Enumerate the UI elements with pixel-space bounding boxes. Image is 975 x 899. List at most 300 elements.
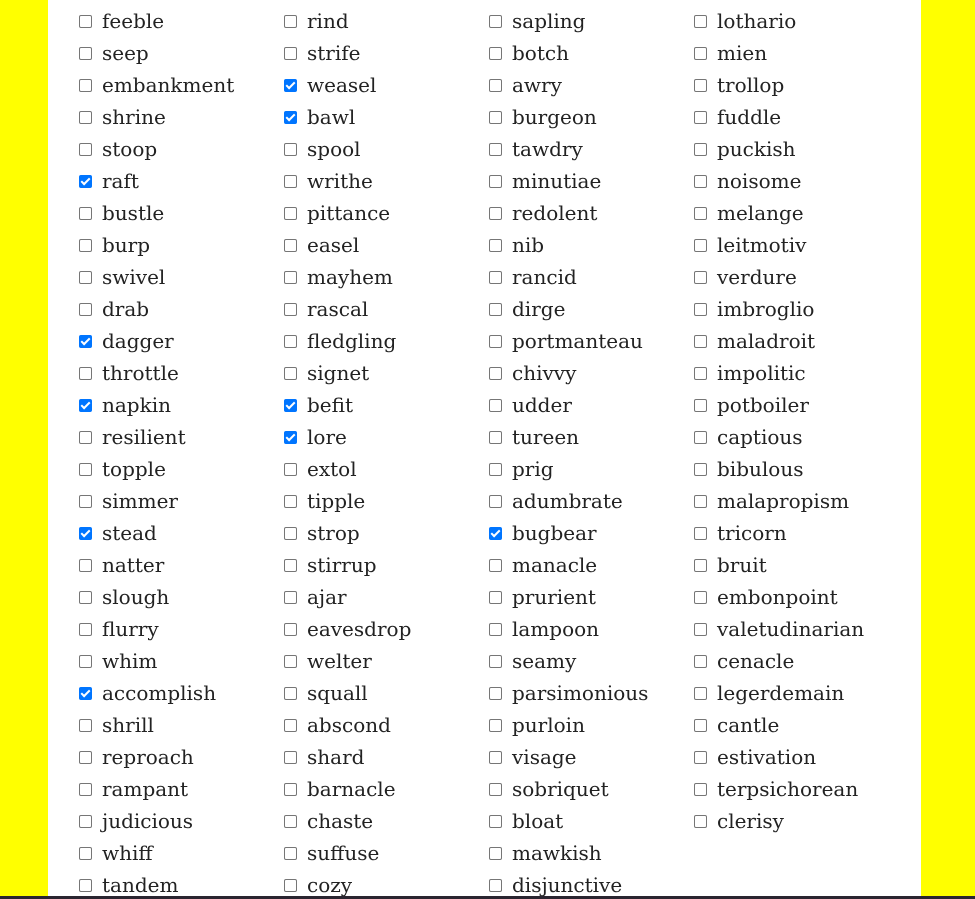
checkbox-item-bloat[interactable] [489, 805, 648, 837]
checkbox-label: rascal [307, 297, 369, 321]
checkbox-unchecked[interactable] [79, 431, 92, 444]
checkbox-checked[interactable] [284, 431, 297, 444]
checkbox-label: legerdemain [717, 681, 845, 705]
checkbox-label: maladroit [717, 329, 816, 353]
checkbox-item-trollop[interactable] [694, 69, 864, 101]
checkbox-unchecked[interactable] [694, 687, 707, 700]
checkbox-label: visage [512, 745, 577, 769]
checkbox-unchecked[interactable] [489, 751, 502, 764]
checkbox-label: squall [307, 681, 368, 705]
checkbox-item-rancid[interactable] [489, 261, 648, 293]
checkbox-unchecked[interactable] [284, 719, 297, 732]
checkbox-item-squall[interactable] [284, 677, 411, 709]
checkbox-unchecked[interactable] [79, 815, 92, 828]
checkbox-item-visage[interactable] [489, 741, 648, 773]
checkbox-unchecked[interactable] [694, 207, 707, 220]
checkbox-unchecked[interactable] [79, 79, 92, 92]
checkbox-item-accomplish[interactable] [79, 677, 234, 709]
checkbox-label: suffuse [307, 841, 380, 865]
checkbox-unchecked[interactable] [694, 431, 707, 444]
checkbox-item-simmer[interactable] [79, 485, 234, 517]
checkbox-unchecked[interactable] [489, 15, 502, 28]
checkbox-item-resilient[interactable] [79, 421, 234, 453]
checkbox-item-befit[interactable] [284, 389, 411, 421]
checkbox-label: drab [102, 297, 150, 321]
checkbox-label: disjunctive [512, 873, 623, 896]
checkbox-item-slough[interactable] [79, 581, 234, 613]
checkbox-unchecked[interactable] [284, 303, 297, 316]
checkbox-unchecked[interactable] [489, 623, 502, 636]
checkbox-label: sapling [512, 9, 586, 33]
checkbox-item-minutiae[interactable] [489, 165, 648, 197]
checkbox-unchecked[interactable] [489, 143, 502, 156]
checkbox-label: malapropism [717, 489, 850, 513]
checkbox-item-redolent[interactable] [489, 197, 648, 229]
checkbox-unchecked[interactable] [79, 303, 92, 316]
checkbox-unchecked[interactable] [694, 495, 707, 508]
checkbox-unchecked[interactable] [694, 47, 707, 60]
checkbox-checked[interactable] [79, 527, 92, 540]
checkbox-item-whim[interactable] [79, 645, 234, 677]
checkbox-label: befit [307, 393, 354, 417]
checkbox-item-strop[interactable] [284, 517, 411, 549]
checkbox-label: prig [512, 457, 554, 481]
checkbox-checked[interactable] [284, 399, 297, 412]
checkbox-item-signet[interactable] [284, 357, 411, 389]
checkbox-item-sapling[interactable] [489, 5, 648, 37]
checkbox-unchecked[interactable] [489, 463, 502, 476]
checkbox-item-mawkish[interactable] [489, 837, 648, 869]
checkbox-label: tandem [102, 873, 179, 896]
checkbox-label: rancid [512, 265, 577, 289]
checkbox-item-chivvy[interactable] [489, 357, 648, 389]
checkbox-unchecked[interactable] [284, 783, 297, 796]
checkbox-label: strop [307, 521, 360, 545]
checkbox-item-seamy[interactable] [489, 645, 648, 677]
checkbox-item-weasel[interactable] [284, 69, 411, 101]
checkbox-unchecked[interactable] [284, 815, 297, 828]
checkbox-unchecked[interactable] [284, 463, 297, 476]
checkbox-unchecked[interactable] [79, 207, 92, 220]
checkbox-unchecked[interactable] [79, 143, 92, 156]
checkbox-unchecked[interactable] [694, 623, 707, 636]
checkbox-unchecked[interactable] [489, 719, 502, 732]
checkbox-unchecked[interactable] [489, 687, 502, 700]
checkbox-checked[interactable] [284, 79, 297, 92]
checkbox-item-malapropism[interactable] [694, 485, 864, 517]
checkbox-label: chivvy [512, 361, 577, 385]
checkbox-checked[interactable] [284, 111, 297, 124]
checkbox-unchecked[interactable] [284, 239, 297, 252]
checkbox-item-impolitic[interactable] [694, 357, 864, 389]
checkbox-unchecked[interactable] [489, 655, 502, 668]
checkbox-unchecked[interactable] [489, 783, 502, 796]
checkbox-unchecked[interactable] [489, 47, 502, 60]
checkbox-unchecked[interactable] [694, 271, 707, 284]
checkbox-unchecked[interactable] [694, 815, 707, 828]
checkbox-item-valetudinarian[interactable] [694, 613, 864, 645]
checkbox-label: seamy [512, 649, 577, 673]
checkbox-item-embonpoint[interactable] [694, 581, 864, 613]
checkbox-unchecked[interactable] [284, 143, 297, 156]
checkbox-item-disjunctive[interactable] [489, 869, 648, 896]
checkbox-unchecked[interactable] [284, 847, 297, 860]
checkbox-item-parsimonious[interactable] [489, 677, 648, 709]
checkbox-label: potboiler [717, 393, 809, 417]
checkbox-label: shard [307, 745, 365, 769]
checkbox-unchecked[interactable] [79, 271, 92, 284]
checkbox-checked[interactable] [79, 399, 92, 412]
checkbox-label: adumbrate [512, 489, 623, 513]
checkbox-unchecked[interactable] [284, 367, 297, 380]
checkbox-label: clerisy [717, 809, 784, 833]
checkbox-label: bloat [512, 809, 564, 833]
checkbox-label: swivel [102, 265, 166, 289]
checkbox-unchecked[interactable] [694, 719, 707, 732]
checkbox-unchecked[interactable] [284, 687, 297, 700]
checkbox-unchecked[interactable] [284, 623, 297, 636]
checkbox-unchecked[interactable] [489, 847, 502, 860]
checkbox-item-lampoon[interactable] [489, 613, 648, 645]
checkbox-label: tureen [512, 425, 580, 449]
checkbox-label: embankment [102, 73, 235, 97]
checkbox-unchecked[interactable] [694, 527, 707, 540]
checkbox-unchecked[interactable] [284, 559, 297, 572]
checkbox-label: shrill [102, 713, 154, 737]
checkbox-item-chaste[interactable] [284, 805, 411, 837]
checkbox-unchecked[interactable] [79, 783, 92, 796]
checkbox-item-suffuse[interactable] [284, 837, 411, 869]
checkbox-item-lothario[interactable] [694, 5, 864, 37]
checkbox-unchecked[interactable] [694, 111, 707, 124]
checkbox-unchecked[interactable] [694, 751, 707, 764]
checkbox-unchecked[interactable] [489, 303, 502, 316]
checkbox-item-shrine[interactable] [79, 101, 234, 133]
checkbox-item-fledgling[interactable] [284, 325, 411, 357]
checkbox-label: stoop [102, 137, 158, 161]
checkbox-item-rind[interactable] [284, 5, 411, 37]
checkbox-unchecked[interactable] [694, 15, 707, 28]
checkbox-item-flurry[interactable] [79, 613, 234, 645]
checkbox-label: embonpoint [717, 585, 838, 609]
checkbox-label: purloin [512, 713, 585, 737]
checkbox-column-3 [489, 5, 648, 896]
checkbox-item-extol[interactable] [284, 453, 411, 485]
checkbox-unchecked[interactable] [79, 591, 92, 604]
checkbox-item-barnacle[interactable] [284, 773, 411, 805]
checkbox-label: pittance [307, 201, 391, 225]
checkbox-unchecked[interactable] [79, 239, 92, 252]
checkbox-unchecked[interactable] [694, 463, 707, 476]
checkbox-item-mien[interactable] [694, 37, 864, 69]
checkbox-unchecked[interactable] [284, 335, 297, 348]
checkbox-unchecked[interactable] [79, 847, 92, 860]
checkbox-unchecked[interactable] [489, 367, 502, 380]
checkbox-unchecked[interactable] [489, 879, 502, 892]
checkbox-unchecked[interactable] [694, 591, 707, 604]
checkbox-unchecked[interactable] [284, 591, 297, 604]
checkbox-label: whim [102, 649, 158, 673]
checkbox-item-tipple[interactable] [284, 485, 411, 517]
checkbox-unchecked[interactable] [489, 239, 502, 252]
checkbox-item-stead[interactable] [79, 517, 234, 549]
checkbox-label: feeble [102, 9, 165, 33]
checkbox-unchecked[interactable] [694, 175, 707, 188]
checkbox-label: awry [512, 73, 562, 97]
checkbox-label: slough [102, 585, 170, 609]
checkbox-label: whiff [102, 841, 153, 865]
checkbox-item-tureen[interactable] [489, 421, 648, 453]
checkbox-unchecked[interactable] [694, 143, 707, 156]
checkbox-item-cantle[interactable] [694, 709, 864, 741]
checkbox-item-terpsichorean[interactable] [694, 773, 864, 805]
checkbox-label: tricorn [717, 521, 787, 545]
checkbox-unchecked[interactable] [284, 271, 297, 284]
checkbox-unchecked[interactable] [79, 879, 92, 892]
checkbox-item-adumbrate[interactable] [489, 485, 648, 517]
checkbox-label: redolent [512, 201, 598, 225]
checkbox-item-maladroit[interactable] [694, 325, 864, 357]
checkbox-label: sobriquet [512, 777, 609, 801]
checkbox-unchecked[interactable] [79, 623, 92, 636]
checkbox-label: melange [717, 201, 804, 225]
checkbox-item-legerdemain[interactable] [694, 677, 864, 709]
checkbox-unchecked[interactable] [79, 463, 92, 476]
checkbox-item-throttle[interactable] [79, 357, 234, 389]
checkbox-unchecked[interactable] [694, 335, 707, 348]
checkbox-unchecked[interactable] [694, 399, 707, 412]
checkbox-label: extol [307, 457, 357, 481]
checkbox-item-pittance[interactable] [284, 197, 411, 229]
checkbox-label: lore [307, 425, 347, 449]
checkbox-item-judicious[interactable] [79, 805, 234, 837]
checkbox-label: topple [102, 457, 166, 481]
checkbox-item-mayhem[interactable] [284, 261, 411, 293]
checkbox-item-bruit[interactable] [694, 549, 864, 581]
checkbox-item-puckish[interactable] [694, 133, 864, 165]
checkbox-item-burgeon[interactable] [489, 101, 648, 133]
checkbox-item-bawl[interactable] [284, 101, 411, 133]
checkbox-label: signet [307, 361, 370, 385]
checkbox-item-prurient[interactable] [489, 581, 648, 613]
checkbox-column-2 [284, 5, 411, 896]
checkbox-item-stoop[interactable] [79, 133, 234, 165]
checkbox-label: throttle [102, 361, 179, 385]
checkbox-label: fuddle [717, 105, 782, 129]
checkbox-label: flurry [102, 617, 159, 641]
checkbox-unchecked[interactable] [489, 591, 502, 604]
checkbox-unchecked[interactable] [489, 559, 502, 572]
checkbox-label: easel [307, 233, 360, 257]
checkbox-item-abscond[interactable] [284, 709, 411, 741]
checkbox-item-fuddle[interactable] [694, 101, 864, 133]
checkbox-item-bibulous[interactable] [694, 453, 864, 485]
checkbox-item-reproach[interactable] [79, 741, 234, 773]
checkbox-item-strife[interactable] [284, 37, 411, 69]
checkbox-label: stead [102, 521, 157, 545]
checkbox-unchecked[interactable] [489, 399, 502, 412]
checkbox-checked[interactable] [79, 175, 92, 188]
checkbox-unchecked[interactable] [694, 303, 707, 316]
checkbox-item-portmanteau[interactable] [489, 325, 648, 357]
checkbox-label: mien [717, 41, 768, 65]
checkbox-unchecked[interactable] [489, 111, 502, 124]
checkbox-item-ajar[interactable] [284, 581, 411, 613]
checkbox-label: abscond [307, 713, 391, 737]
checkbox-item-dirge[interactable] [489, 293, 648, 325]
checkbox-label: seep [102, 41, 149, 65]
checkbox-item-sobriquet[interactable] [489, 773, 648, 805]
checkbox-label: manacle [512, 553, 598, 577]
checkbox-label: dagger [102, 329, 174, 353]
checkbox-item-potboiler[interactable] [694, 389, 864, 421]
checkbox-unchecked[interactable] [79, 15, 92, 28]
checkbox-item-prig[interactable] [489, 453, 648, 485]
checkbox-item-cenacle[interactable] [694, 645, 864, 677]
checkbox-label: cenacle [717, 649, 795, 673]
checkbox-item-shrill[interactable] [79, 709, 234, 741]
checkbox-unchecked[interactable] [79, 495, 92, 508]
checkbox-item-welter[interactable] [284, 645, 411, 677]
checkbox-unchecked[interactable] [284, 495, 297, 508]
checkbox-checked[interactable] [79, 687, 92, 700]
checkbox-item-feeble[interactable] [79, 5, 234, 37]
checkbox-unchecked[interactable] [284, 879, 297, 892]
checkbox-item-natter[interactable] [79, 549, 234, 581]
checkbox-item-purloin[interactable] [489, 709, 648, 741]
checkbox-label: spool [307, 137, 361, 161]
checkbox-item-udder[interactable] [489, 389, 648, 421]
checkbox-item-tandem[interactable] [79, 869, 234, 896]
checkbox-list-panel [48, 0, 921, 896]
checkbox-item-eavesdrop[interactable] [284, 613, 411, 645]
checkbox-item-noisome[interactable] [694, 165, 864, 197]
checkbox-unchecked[interactable] [79, 751, 92, 764]
checkbox-label: nib [512, 233, 545, 257]
checkbox-unchecked[interactable] [489, 175, 502, 188]
checkbox-unchecked[interactable] [694, 559, 707, 572]
checkbox-item-drab[interactable] [79, 293, 234, 325]
checkbox-unchecked[interactable] [284, 655, 297, 668]
checkbox-column-1 [79, 5, 234, 896]
checkbox-label: accomplish [102, 681, 217, 705]
checkbox-item-bugbear[interactable] [489, 517, 648, 549]
checkbox-item-writhe[interactable] [284, 165, 411, 197]
checkbox-unchecked[interactable] [284, 15, 297, 28]
checkbox-label: captious [717, 425, 803, 449]
checkbox-item-embankment[interactable] [79, 69, 234, 101]
checkbox-label: napkin [102, 393, 172, 417]
checkbox-unchecked[interactable] [284, 175, 297, 188]
checkbox-label: cozy [307, 873, 353, 896]
checkbox-item-clerisy[interactable] [694, 805, 864, 837]
checkbox-unchecked[interactable] [284, 47, 297, 60]
checkbox-unchecked[interactable] [489, 495, 502, 508]
checkbox-unchecked[interactable] [489, 271, 502, 284]
checkbox-label: chaste [307, 809, 374, 833]
checkbox-item-tricorn[interactable] [694, 517, 864, 549]
checkbox-item-spool[interactable] [284, 133, 411, 165]
checkbox-unchecked[interactable] [79, 719, 92, 732]
checkbox-unchecked[interactable] [284, 751, 297, 764]
checkbox-label: dirge [512, 297, 566, 321]
checkbox-item-tawdry[interactable] [489, 133, 648, 165]
checkbox-item-napkin[interactable] [79, 389, 234, 421]
checkbox-item-shard[interactable] [284, 741, 411, 773]
checkbox-unchecked[interactable] [694, 783, 707, 796]
checkbox-item-stirrup[interactable] [284, 549, 411, 581]
checkbox-unchecked[interactable] [694, 367, 707, 380]
checkbox-item-seep[interactable] [79, 37, 234, 69]
checkbox-label: terpsichorean [717, 777, 859, 801]
checkbox-item-botch[interactable] [489, 37, 648, 69]
checkbox-item-easel[interactable] [284, 229, 411, 261]
checkbox-unchecked[interactable] [489, 79, 502, 92]
checkbox-item-whiff[interactable] [79, 837, 234, 869]
checkbox-item-rascal[interactable] [284, 293, 411, 325]
checkbox-item-rampant[interactable] [79, 773, 234, 805]
checkbox-item-melange[interactable] [694, 197, 864, 229]
checkbox-item-verdure[interactable] [694, 261, 864, 293]
checkbox-label: lothario [717, 9, 797, 33]
checkbox-label: natter [102, 553, 165, 577]
checkbox-label: writhe [307, 169, 373, 193]
checkbox-unchecked[interactable] [694, 655, 707, 668]
checkbox-item-manacle[interactable] [489, 549, 648, 581]
checkbox-label: mawkish [512, 841, 602, 865]
checkbox-item-leitmotiv[interactable] [694, 229, 864, 261]
checkbox-unchecked[interactable] [489, 335, 502, 348]
checkbox-checked[interactable] [489, 527, 502, 540]
checkbox-unchecked[interactable] [489, 431, 502, 444]
checkbox-label: parsimonious [512, 681, 649, 705]
checkbox-unchecked[interactable] [79, 655, 92, 668]
checkbox-unchecked[interactable] [79, 367, 92, 380]
checkbox-unchecked[interactable] [284, 527, 297, 540]
checkbox-label: leitmotiv [717, 233, 807, 257]
checkbox-label: prurient [512, 585, 596, 609]
checkbox-unchecked[interactable] [79, 559, 92, 572]
checkbox-unchecked[interactable] [489, 207, 502, 220]
checkbox-item-captious[interactable] [694, 421, 864, 453]
checkbox-item-topple[interactable] [79, 453, 234, 485]
checkbox-unchecked[interactable] [489, 815, 502, 828]
checkbox-unchecked[interactable] [694, 239, 707, 252]
checkbox-item-imbroglio[interactable] [694, 293, 864, 325]
checkbox-label: tipple [307, 489, 366, 513]
checkbox-label: eavesdrop [307, 617, 412, 641]
checkbox-item-nib[interactable] [489, 229, 648, 261]
checkbox-item-dagger[interactable] [79, 325, 234, 357]
checkbox-item-burp[interactable] [79, 229, 234, 261]
checkbox-label: judicious [102, 809, 194, 833]
checkbox-unchecked[interactable] [79, 111, 92, 124]
checkbox-checked[interactable] [79, 335, 92, 348]
checkbox-item-cozy[interactable] [284, 869, 411, 896]
checkbox-item-swivel[interactable] [79, 261, 234, 293]
checkbox-label: stirrup [307, 553, 377, 577]
checkbox-item-bustle[interactable] [79, 197, 234, 229]
checkbox-item-awry[interactable] [489, 69, 648, 101]
checkbox-unchecked[interactable] [79, 47, 92, 60]
checkbox-item-raft[interactable] [79, 165, 234, 197]
checkbox-label: raft [102, 169, 139, 193]
checkbox-label: bruit [717, 553, 767, 577]
checkbox-unchecked[interactable] [694, 79, 707, 92]
checkbox-unchecked[interactable] [284, 207, 297, 220]
checkbox-item-estivation[interactable] [694, 741, 864, 773]
checkbox-item-lore[interactable] [284, 421, 411, 453]
